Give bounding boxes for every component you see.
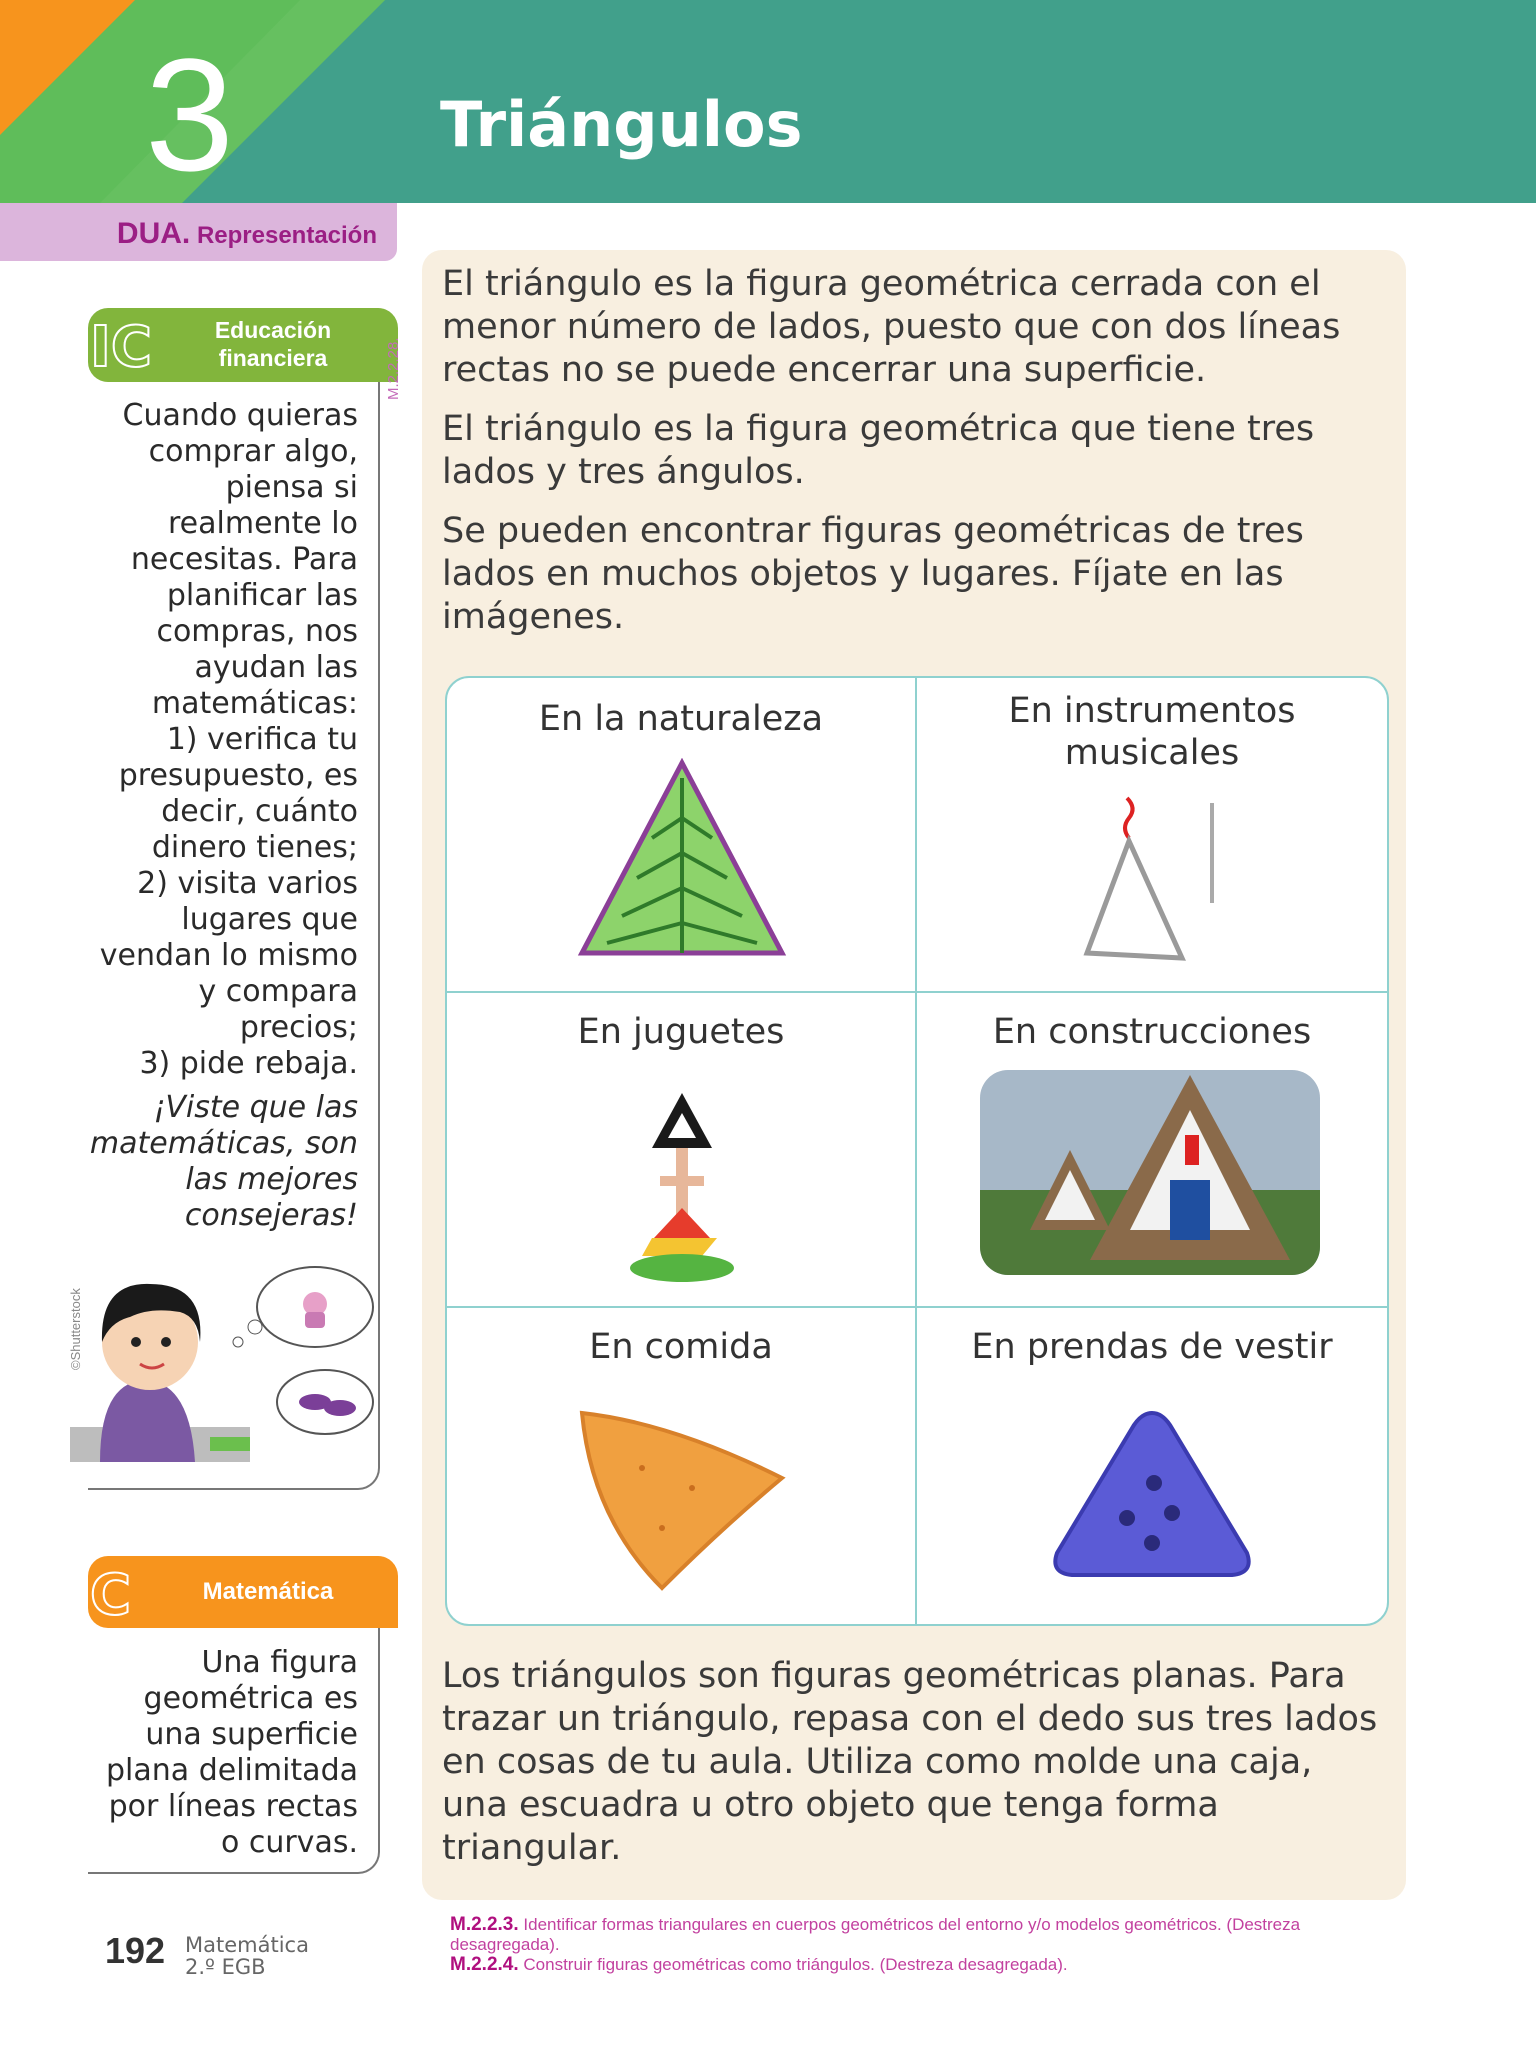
intro-paragraph-1: El triángulo es la figura geométrica cerrada con el menor número de lados, puesto que con dos líneas rectas no se puede encerrar una superficie. bbox=[442, 264, 1341, 390]
grid-cell-nature bbox=[447, 678, 917, 993]
svg-text:IC: IC bbox=[90, 316, 152, 376]
math-line: Una figura bbox=[201, 1645, 358, 1680]
financial-line: 1) verifica tu bbox=[166, 722, 358, 757]
financial-line: matemáticas: bbox=[151, 686, 358, 721]
financial-line: decir, cuánto bbox=[161, 794, 358, 829]
financial-line: 2) visita varios bbox=[137, 866, 358, 901]
grid-cell-buildings bbox=[917, 993, 1387, 1308]
financial-line: presupuesto, es bbox=[118, 758, 358, 793]
triangle-button-image bbox=[1042, 1403, 1262, 1593]
skill-code: M.2.2.3. bbox=[450, 1914, 519, 1935]
financial-line: 3) pide rebaja. bbox=[139, 1046, 358, 1081]
tortilla-chip-image bbox=[572, 1398, 792, 1598]
math-line: una superficie bbox=[145, 1717, 358, 1752]
financial-education-header bbox=[88, 308, 398, 382]
chapter-badge bbox=[0, 0, 440, 203]
math-box-title: Matemática bbox=[202, 1578, 334, 1605]
fern-leaf-triangle-image bbox=[562, 758, 802, 958]
financial-line: vendan lo mismo bbox=[99, 938, 358, 973]
skill-code-vertical: M.2.2.28. bbox=[385, 337, 402, 400]
dua-tab bbox=[0, 203, 397, 261]
grid-cell-food bbox=[447, 1308, 917, 1624]
financial-title-2: financiera bbox=[218, 345, 328, 371]
financial-line: planificar las bbox=[166, 578, 358, 613]
image-credit: ©Shutterstock bbox=[68, 1288, 83, 1370]
footer-subject bbox=[185, 1934, 309, 1978]
financial-italic-line: consejeras! bbox=[184, 1198, 358, 1233]
dua-label bbox=[117, 217, 377, 251]
svg-text:C: C bbox=[90, 1564, 132, 1624]
dua-prefix: DUA. bbox=[116, 217, 191, 250]
financial-line: comprar algo, bbox=[148, 434, 358, 469]
financial-italic-line: matemáticas, son bbox=[89, 1126, 358, 1161]
financial-line: ayudan las bbox=[194, 650, 358, 685]
skill-text: Identificar formas triangulares en cuerpos geométricos del entorno y/o modelos geométricos. (Destreza desagregada). bbox=[450, 1915, 1301, 1954]
financial-line: piensa si bbox=[225, 470, 358, 505]
financial-line: y compara bbox=[198, 974, 358, 1009]
musical-triangle-image bbox=[1077, 793, 1237, 973]
financial-title-1: Educación bbox=[214, 317, 332, 343]
skill-item bbox=[450, 1955, 1380, 1975]
skills-list bbox=[450, 1915, 1380, 1975]
grid-cell-instruments bbox=[917, 678, 1387, 993]
page-title: Triángulos bbox=[440, 88, 803, 161]
math-line: plana delimitada bbox=[106, 1753, 358, 1788]
footer-subject-name: Matemática bbox=[185, 1933, 309, 1957]
page-number: 192 bbox=[105, 1930, 166, 1971]
grid-cell-toys bbox=[447, 993, 917, 1308]
math-line: por líneas rectas bbox=[108, 1789, 358, 1824]
financial-line: Cuando quieras bbox=[122, 398, 358, 433]
a-frame-house-image bbox=[980, 1070, 1320, 1275]
chapter-number: 3 bbox=[145, 25, 234, 203]
thinking-girl-illustration bbox=[70, 1262, 380, 1462]
cell-label-nature: En la naturaleza bbox=[538, 699, 824, 739]
financial-line: compras, nos bbox=[156, 614, 358, 649]
financial-line: lugares que bbox=[181, 902, 358, 937]
math-line: o curvas. bbox=[220, 1825, 358, 1860]
grid-cell-clothing bbox=[917, 1308, 1387, 1624]
skill-code: M.2.2.4. bbox=[450, 1954, 519, 1975]
outro-paragraph: Los triángulos son figuras geométricas planas. Para trazar un triángulo, repasa con el dedo sus tres lados en cosas de tu aula. Utiliza como molde una caja, una escuadra u otro objeto que tenga forma triangular. bbox=[442, 1656, 1378, 1868]
math-box-text bbox=[106, 1645, 358, 1861]
dua-text: Representación bbox=[196, 222, 377, 249]
stacking-toy-image bbox=[622, 1088, 742, 1288]
financial-line: precios; bbox=[239, 1010, 358, 1045]
intro-paragraph-2: El triángulo es la figura geométrica que tiene tres lados y tres ángulos. bbox=[442, 409, 1315, 492]
financial-italic-line: las mejores bbox=[185, 1162, 358, 1197]
examples-grid bbox=[445, 676, 1389, 1626]
cell-label-toys: En juguetes bbox=[577, 1012, 785, 1052]
financial-line: dinero tienes; bbox=[151, 830, 358, 865]
cell-label-food: En comida bbox=[589, 1327, 773, 1367]
financial-italic-line: ¡Viste que las bbox=[153, 1090, 358, 1125]
skill-item bbox=[450, 1915, 1380, 1955]
financial-line: realmente lo bbox=[168, 506, 358, 541]
math-line: geométrica es bbox=[143, 1681, 358, 1716]
footer-grade: 2.º EGB bbox=[185, 1955, 266, 1979]
financial-line: necesitas. Para bbox=[130, 542, 358, 577]
financial-text bbox=[90, 398, 358, 1234]
skill-text: Construir figuras geométricas como triángulos. (Destreza desagregada). bbox=[523, 1955, 1068, 1974]
cell-label-instruments: En instrumentos musicales bbox=[1008, 691, 1296, 773]
ic-logo-icon bbox=[90, 316, 160, 376]
cell-label-clothing: En prendas de vestir bbox=[971, 1327, 1333, 1367]
math-box-header bbox=[88, 1556, 398, 1628]
cell-label-buildings: En construcciones bbox=[992, 1012, 1312, 1052]
intro-paragraph-3: Se pueden encontrar figuras geométricas de tres lados en muchos objetos y lugares. Fíjate en las imágenes. bbox=[442, 511, 1304, 637]
